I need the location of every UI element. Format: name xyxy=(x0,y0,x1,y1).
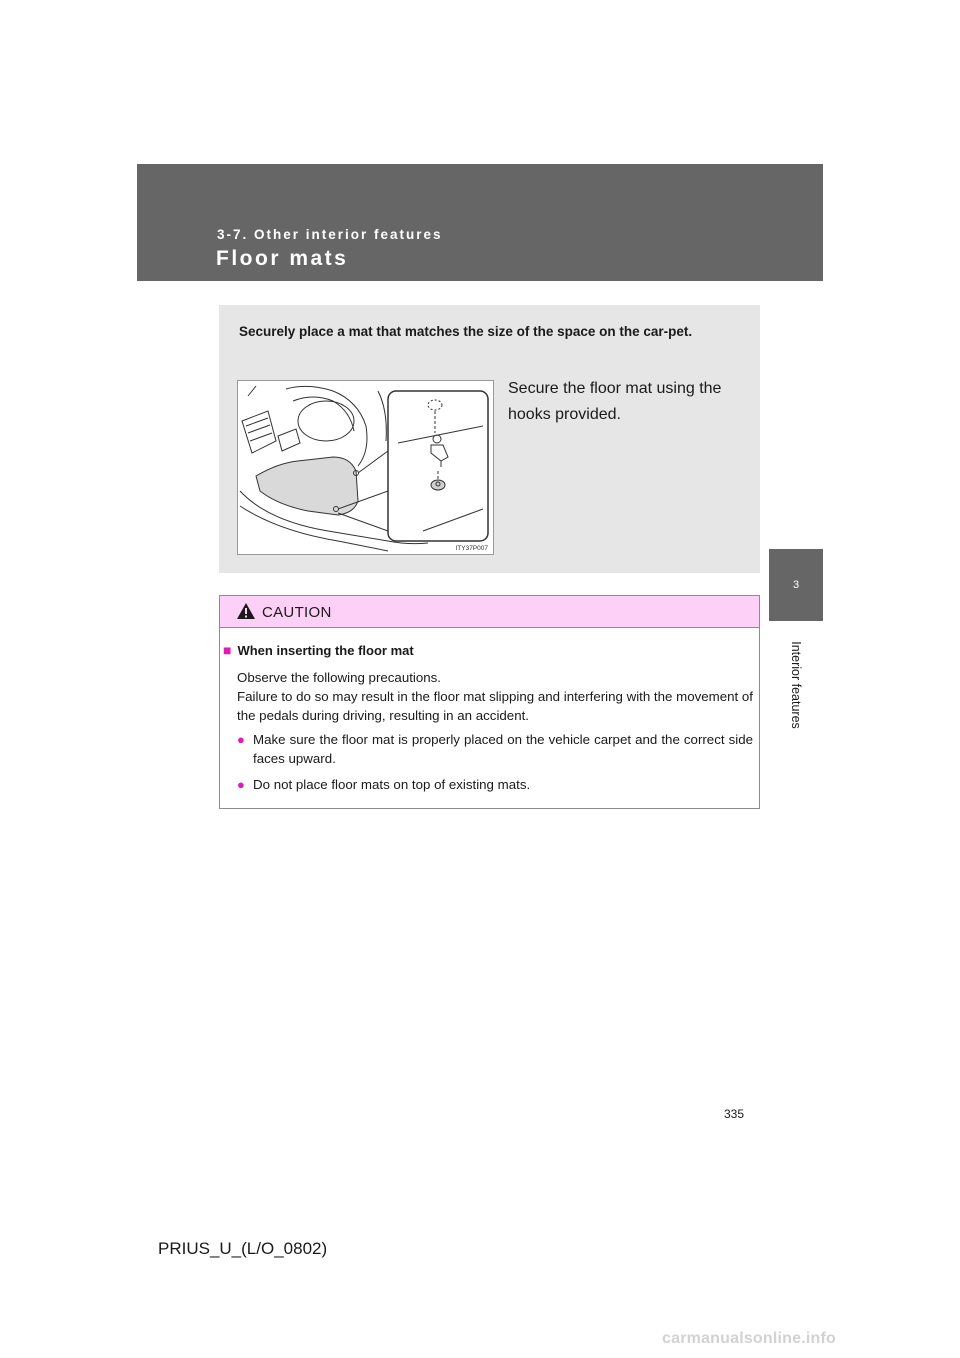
caution-label: CAUTION xyxy=(262,604,332,621)
list-item-text: Do not place floor mats on top of existing mats. xyxy=(253,777,531,792)
caution-heading xyxy=(223,642,414,658)
watermark: carmanualsonline.info xyxy=(662,1330,837,1347)
chapter-tab xyxy=(769,549,823,621)
info-box xyxy=(219,305,760,573)
caution-paragraph-2: Failure to do so may result in the floor mat slipping and interfering with the movement of the pedals during driving, resulting in an accident. xyxy=(237,689,753,723)
floor-mat-drawing-icon xyxy=(238,381,493,554)
floor-mat-illustration xyxy=(237,380,494,555)
document-code: PRIUS_U_(L/O_0802) xyxy=(158,1239,328,1258)
square-bullet-icon: ■ xyxy=(223,642,232,658)
list-item xyxy=(237,730,753,768)
circle-bullet-icon: ● xyxy=(237,777,245,792)
list-item xyxy=(237,775,753,794)
section-label: 3-7. Other interior features xyxy=(217,227,443,242)
circle-bullet-icon: ● xyxy=(237,732,245,747)
figure-code: ITY37P007 xyxy=(455,545,488,552)
intro-text: Securely place a mat that matches the size of the space on the car-pet. xyxy=(239,324,693,339)
instruction-text: Secure the floor mat using the hooks provided. xyxy=(508,380,722,423)
caution-header xyxy=(220,596,759,628)
caution-paragraph xyxy=(237,668,753,725)
page-number: 335 xyxy=(724,1107,745,1121)
caution-box xyxy=(219,595,760,809)
chapter-label xyxy=(769,630,823,740)
page-header xyxy=(137,164,823,281)
chapter-number: 3 xyxy=(792,579,800,591)
chapter-label-text: Interior features xyxy=(789,641,804,729)
warning-triangle-icon xyxy=(236,602,256,620)
page-title: Floor mats xyxy=(216,247,349,270)
caution-paragraph-1: Observe the following precautions. xyxy=(237,670,441,685)
caution-heading-text: When inserting the floor mat xyxy=(237,643,414,658)
list-item-text: Make sure the floor mat is properly placed on the vehicle carpet and the correct side faces upward. xyxy=(253,732,753,766)
